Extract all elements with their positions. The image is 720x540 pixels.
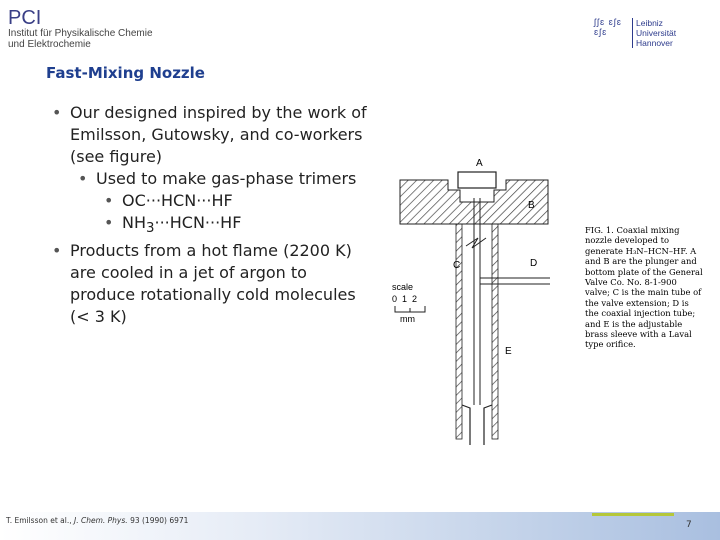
- university-logo: [594, 17, 704, 49]
- main-tube-c-left-wall: [456, 224, 462, 439]
- bullet-text-line: Our designed inspired by the work of: [70, 103, 367, 122]
- bullet-text-line: (< 3 K): [70, 307, 127, 327]
- main-tube-c-right-wall: [492, 224, 498, 439]
- university-logo-mark-icon: ʃʃɛ ɛʃɛ ɛʃɛ: [594, 17, 622, 37]
- bullet-dot-icon: •: [104, 191, 114, 210]
- plunger-a: [458, 172, 496, 188]
- university-name-line2: Universität: [636, 28, 677, 38]
- bullet-item: [48, 212, 388, 240]
- sleeve-e: [462, 405, 492, 445]
- bullet-dot-icon: •: [52, 103, 62, 122]
- label-a: A: [476, 158, 483, 169]
- institute-abbreviation: PCI: [8, 7, 42, 29]
- tube-break-mark: [466, 238, 486, 248]
- formula-part: NH: [122, 213, 146, 232]
- bullet-text-line: Products from a hot flame (2200 K): [70, 241, 352, 261]
- label-b: B: [528, 200, 535, 211]
- label-e: E: [505, 346, 512, 357]
- bullet-text-line: Used to make gas-phase trimers: [96, 169, 357, 188]
- bullet-item: [48, 102, 388, 168]
- bullet-text-line: (see figure): [70, 147, 163, 166]
- page-number: 7: [686, 520, 692, 530]
- bullet-text-line: produce rotationally cold molecules: [70, 285, 356, 305]
- bullet-item: [48, 190, 388, 212]
- footer-reference: [6, 516, 188, 525]
- bullet-text-line: [122, 212, 388, 240]
- bullet-item: [48, 168, 388, 190]
- reference-volume: 93 (1990) 6971: [130, 516, 189, 525]
- bullet-list: [48, 102, 388, 328]
- bullet-dot-icon: •: [78, 169, 88, 188]
- bullet-dot-icon: •: [104, 213, 114, 232]
- figure-caption: FIG. 1. Coaxial mixing nozzle developed to generate H₃N–HCN–HF. A and B are the plunger and bottom plate of the General Valve Co. No. 8-1-900 valve; C is the main tube of the valve extension; D is the coaxial injection tube; and E is the adjustable brass sleeve with a Laval type orifice.: [585, 225, 703, 350]
- label-d: D: [530, 258, 538, 269]
- university-name: [636, 18, 676, 48]
- university-logo-divider: [632, 18, 633, 48]
- bullet-text-line: OC···HCN···HF: [122, 191, 233, 210]
- bullet-dot-icon: •: [52, 241, 62, 261]
- scale-unit: mm: [400, 314, 415, 324]
- university-name-line3: Hannover: [636, 38, 673, 48]
- scale-word: scale: [392, 282, 414, 292]
- institute-name-line1: Institut für Physikalische Chemie: [8, 28, 153, 39]
- formula-subscript: 3: [146, 221, 155, 237]
- label-c: C: [453, 260, 461, 271]
- bullet-item: [48, 240, 388, 328]
- formula-part: ···HCN···HF: [154, 213, 242, 232]
- reference-journal: J. Chem. Phys.: [74, 516, 128, 525]
- bullet-text-line: Emilsson, Gutowsky, and co-workers: [70, 125, 363, 144]
- institute-name-line2: und Elektrochemie: [8, 39, 91, 50]
- reference-authors: T. Emilsson et al.,: [6, 516, 72, 525]
- institute-logo: [8, 8, 188, 50]
- footer-accent-line: [592, 513, 674, 516]
- injection-tube-d-inlet: [480, 278, 550, 284]
- slide-title: Fast-Mixing Nozzle: [46, 64, 205, 82]
- university-name-line1: Leibniz: [636, 18, 663, 28]
- bullet-text-line: are cooled in a jet of argon to: [70, 263, 307, 283]
- scale-bar: [395, 306, 425, 312]
- scale-ticks: 0 1 2: [392, 294, 418, 304]
